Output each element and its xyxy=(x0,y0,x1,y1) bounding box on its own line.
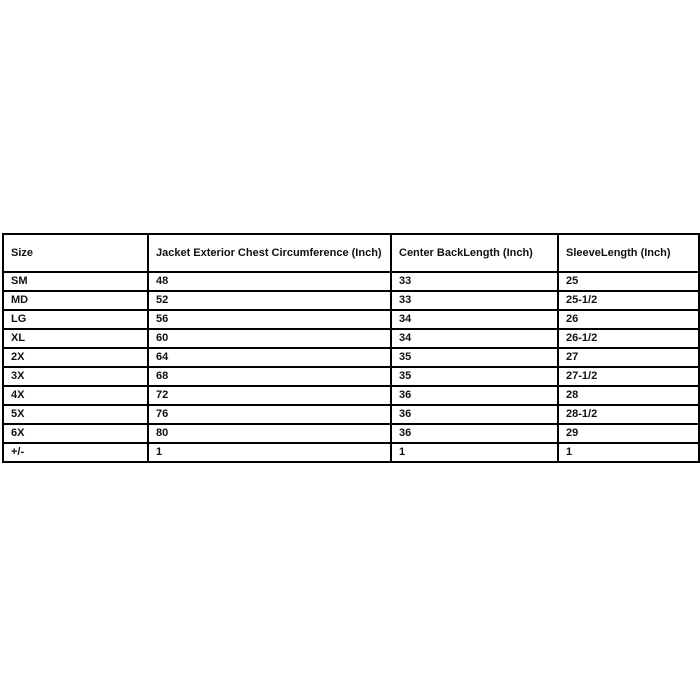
size-cell: 5X xyxy=(3,405,148,424)
size-cell: 4X xyxy=(3,386,148,405)
chest-cell: 76 xyxy=(148,405,391,424)
size-cell: XL xyxy=(3,329,148,348)
size-cell: SM xyxy=(3,272,148,291)
back-length-cell: 36 xyxy=(391,386,558,405)
size-cell: 6X xyxy=(3,424,148,443)
sleeve-length-cell: 28-1/2 xyxy=(558,405,699,424)
table-row xyxy=(3,443,699,462)
table-row xyxy=(3,272,699,291)
sleeve-length-cell: 1 xyxy=(558,443,699,462)
sleeve-length-cell: 26-1/2 xyxy=(558,329,699,348)
chest-cell: 56 xyxy=(148,310,391,329)
table-row xyxy=(3,386,699,405)
back-length-cell: 35 xyxy=(391,348,558,367)
chest-cell: 48 xyxy=(148,272,391,291)
sleeve-length-cell: 26 xyxy=(558,310,699,329)
sleeve-length-cell: 25 xyxy=(558,272,699,291)
back-length-cell: 1 xyxy=(391,443,558,462)
size-cell: 3X xyxy=(3,367,148,386)
sleeve-length-cell: 27-1/2 xyxy=(558,367,699,386)
header-chest-circumference: Jacket Exterior Chest Circumference (Inch) xyxy=(148,234,391,272)
back-length-cell: 33 xyxy=(391,291,558,310)
table-row xyxy=(3,424,699,443)
back-length-cell: 35 xyxy=(391,367,558,386)
size-cell: LG xyxy=(3,310,148,329)
header-size: Size xyxy=(3,234,148,272)
sleeve-length-cell: 29 xyxy=(558,424,699,443)
chest-cell: 64 xyxy=(148,348,391,367)
size-cell: MD xyxy=(3,291,148,310)
size-cell: +/- xyxy=(3,443,148,462)
back-length-cell: 36 xyxy=(391,424,558,443)
chest-cell: 72 xyxy=(148,386,391,405)
header-sleeve-length: SleeveLength (Inch) xyxy=(558,234,699,272)
back-length-cell: 34 xyxy=(391,310,558,329)
table-row xyxy=(3,310,699,329)
header-center-back-length: Center BackLength (Inch) xyxy=(391,234,558,272)
back-length-cell: 33 xyxy=(391,272,558,291)
chest-cell: 80 xyxy=(148,424,391,443)
chest-cell: 60 xyxy=(148,329,391,348)
table-row xyxy=(3,405,699,424)
header-row xyxy=(3,234,699,272)
back-length-cell: 34 xyxy=(391,329,558,348)
table-row xyxy=(3,348,699,367)
table-row xyxy=(3,329,699,348)
back-length-cell: 36 xyxy=(391,405,558,424)
sleeve-length-cell: 25-1/2 xyxy=(558,291,699,310)
chest-cell: 1 xyxy=(148,443,391,462)
chest-cell: 52 xyxy=(148,291,391,310)
chest-cell: 68 xyxy=(148,367,391,386)
sleeve-length-cell: 27 xyxy=(558,348,699,367)
table-row xyxy=(3,367,699,386)
table-row xyxy=(3,291,699,310)
sleeve-length-cell: 28 xyxy=(558,386,699,405)
size-cell: 2X xyxy=(3,348,148,367)
size-chart-table xyxy=(2,233,700,463)
